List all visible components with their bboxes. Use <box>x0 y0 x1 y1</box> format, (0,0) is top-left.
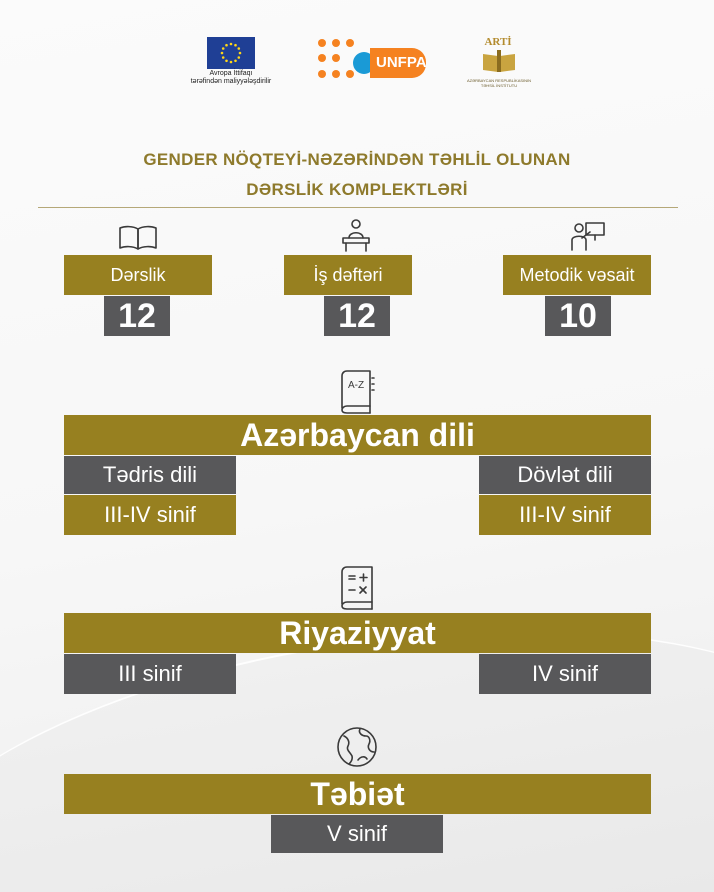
desk-icon <box>340 218 372 252</box>
arti-caption: AZƏRBAYCAN RESPUBLİKASININ TƏHSİL İNSTİTUTU <box>466 78 532 88</box>
page-title-line1: GENDER NÖQTEYİ-NƏZƏRİNDƏN TƏHLİL OLUNAN <box>143 150 571 169</box>
arti-book-logo <box>481 48 517 76</box>
nature-grade: V sinif <box>271 815 443 853</box>
eu-funding-text: Avropa İttifaqı tərəfindən maliyyələşdirilir <box>190 70 272 85</box>
stat-label-workbooks: İş dəftəri <box>284 255 412 295</box>
teacher-icon <box>570 220 606 252</box>
azerbaijani-right-label: Dövlət dili <box>479 456 651 494</box>
alphabet-book-icon <box>338 370 376 414</box>
title-divider <box>38 207 678 208</box>
stat-value-textbooks: 12 <box>104 296 170 336</box>
azerbaijani-right-grade: III-IV sinif <box>479 495 651 535</box>
math-right-grade: IV sinif <box>479 654 651 694</box>
unfpa-logo-text: UNFPA <box>370 48 426 78</box>
azerbaijani-left-label: Tədris dili <box>64 456 236 494</box>
stat-value-guides: 10 <box>545 296 611 336</box>
eu-flag-logo <box>207 37 255 69</box>
svg-text:A-Z: A-Z <box>347 380 365 391</box>
stat-label-textbooks: Dərslik <box>64 255 212 295</box>
subject-title-math: Riyaziyyat <box>64 613 651 653</box>
book-icon <box>118 224 158 252</box>
arti-logo-title: ARTİ <box>484 36 512 48</box>
math-book-icon <box>338 566 376 610</box>
stat-value-workbooks: 12 <box>324 296 390 336</box>
math-left-grade: III sinif <box>64 654 236 694</box>
azerbaijani-left-grade: III-IV sinif <box>64 495 236 535</box>
page-title-line2: DƏRSLİK KOMPLEKTLƏRİ <box>246 180 468 199</box>
stat-label-guides: Metodik vəsait <box>503 255 651 295</box>
subject-title-nature: Təbiət <box>64 774 651 814</box>
subject-title-azerbaijani: Azərbaycan dili <box>64 415 651 455</box>
globe-icon <box>336 726 378 768</box>
